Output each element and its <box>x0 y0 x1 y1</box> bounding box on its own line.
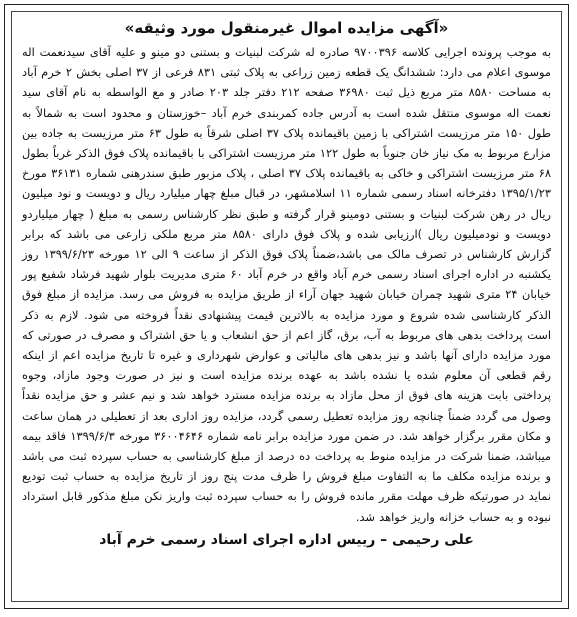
notice-signature: علی رحیمی – رییس اداره اجرای اسناد رسمی خرم آباد <box>99 531 474 548</box>
notice-content <box>11 11 562 602</box>
notice-body-text: به موجب پرونده اجرایی کلاسه ۹۷۰۰۳۹۶ صادره له شرکت لبنیات و بستنی دو مینو و علیه آقای سیدنعمت اله موسوی اعلام می دارد: ششدانگ یک قطعه زمین زراعی به پلاک ثبتی ۸۳۱ فرعی از ۳۷ اصلی بخش ۲ خرم آباد به مساحت ۸۵۸۰ متر مربع ذیل ثبت ۳۶۹۸۰ صفحه ۲۱۲ دفتر جلد ۲۰۳ صادر و مع الواسطه به نام آقای سید نعمت اله موسوی منتقل شده است به آدرس جاده کمربندی خرم آباد –خوزستان و محدود است به شمالاً به طول ۱۵۰ متر مرزیست اشتراکی با زمین باقیمانده پلاک ۳۷ اصلی شرقاً به طول ۶۳ متر مرزیست به جاده بین مزارع مربوط به مک نیاز خان جنوباً به طول ۱۲۲ متر مرزیست اشتراکی با باقیمانده پلاک فوق الذکر غرباً بطول ۶۸ متر مرزیست اشتراکی و خاکی به باقیمانده پلاک ۳۷ اصلی ، پلاک مزبور طبق سندرهنی شماره ۳۶۱۳۱ مورخ ۱۳۹۵/۱/۲۳ دفترخانه اسناد رسمی شماره ۱۱ اسلامشهر، در قبال مبلغ چهار میلیارد ریال و دویست و نود میلیون ریال در رهن شرکت لبنیات و بستنی دومینو قرار گرفته و طبق نظر کارشناس رسمی به مبلغ ( چهار میلیاردو دویست و نودمیلیون ریال )ارزیابی شده و پلاک فوق دارای ۸۵۸۰ متر مربع ملکی زارعی می باشد که برابر گزارش کارشناس در تصرف مالک می باشد،ضمناً پلاک فوق الذکر از ساعت ۹ الی ۱۲ مورخه ۱۳۹۹/۶/۲۳ روز یکشنبه در اداره اجرای اسناد رسمی خرم آباد واقع در خرم آباد ۶۰ متری مدیریت بلوار شهید فرشاد شفیع پور خیابان ۲۴ متری شهید چمران خیابان شهید جهان آراء از طریق مزایده به فروش می رسد. مزایده از مبلغ فوق الذکر کارشناسی شده شروع و مورد مزایده به بالاترین قیمت پیشنهادی نقداً فروخته می شود. لازم به ذکر است پرداخت بدهی های مربوط به آب، برق، گاز اعم از حق انشعاب و یا حق اشتراک و مصرف در صورتی که مورد مزایده دارای آنها باشد و نیز بدهی های مالیاتی و عوارض شهرداری و غیره تا تاریخ مزایده اعم از اینکه رقم قطعی آن معلوم شده یا نشده باشد به عهده برنده مزایده است و نیز در صورت وجود مازاد، وجوه پرداختی بابت هزینه های فوق از محل مازاد به برنده مزایده مسترد خواهد شد و نیم عشر و حق مزایده نقداً وصول می گردد ضمناً چنانچه روز مزایده تعطیل رسمی گردد، مزایده روز اداری بعد از تعطیلی در همان ساعت و مکان مقرر برگزار خواهد شد. در ضمن مورد مزایده برابر نامه شماره ۳۶۰۰۴۶۴۶ مورخه ۱۳۹۹/۶/۳ فاقد بیمه میباشد، ضمنا شرکت در مزایده منوط به پرداخت ده درصد از مبلغ کارشناسی به حساب سپرده ثبت می باشد و برنده مزایده مکلف ما به التفاوت مبلغ فروش را ظرف مدت پنج روز از تاریخ مزایده به حساب ثبت تودیع نماید در صورتیکه ظرف مهلت مقرر مانده فروش را به حساب سپرده ثبت واریز نکن مبلغ مذکور قابل استرداد نبوده و به حساب خزانه واریز خواهد شد. <box>22 45 552 524</box>
notice-frame <box>4 4 569 609</box>
notice-title: «آگهی مزایده اموال غیرمنقول مورد وثیقه» <box>124 19 449 37</box>
